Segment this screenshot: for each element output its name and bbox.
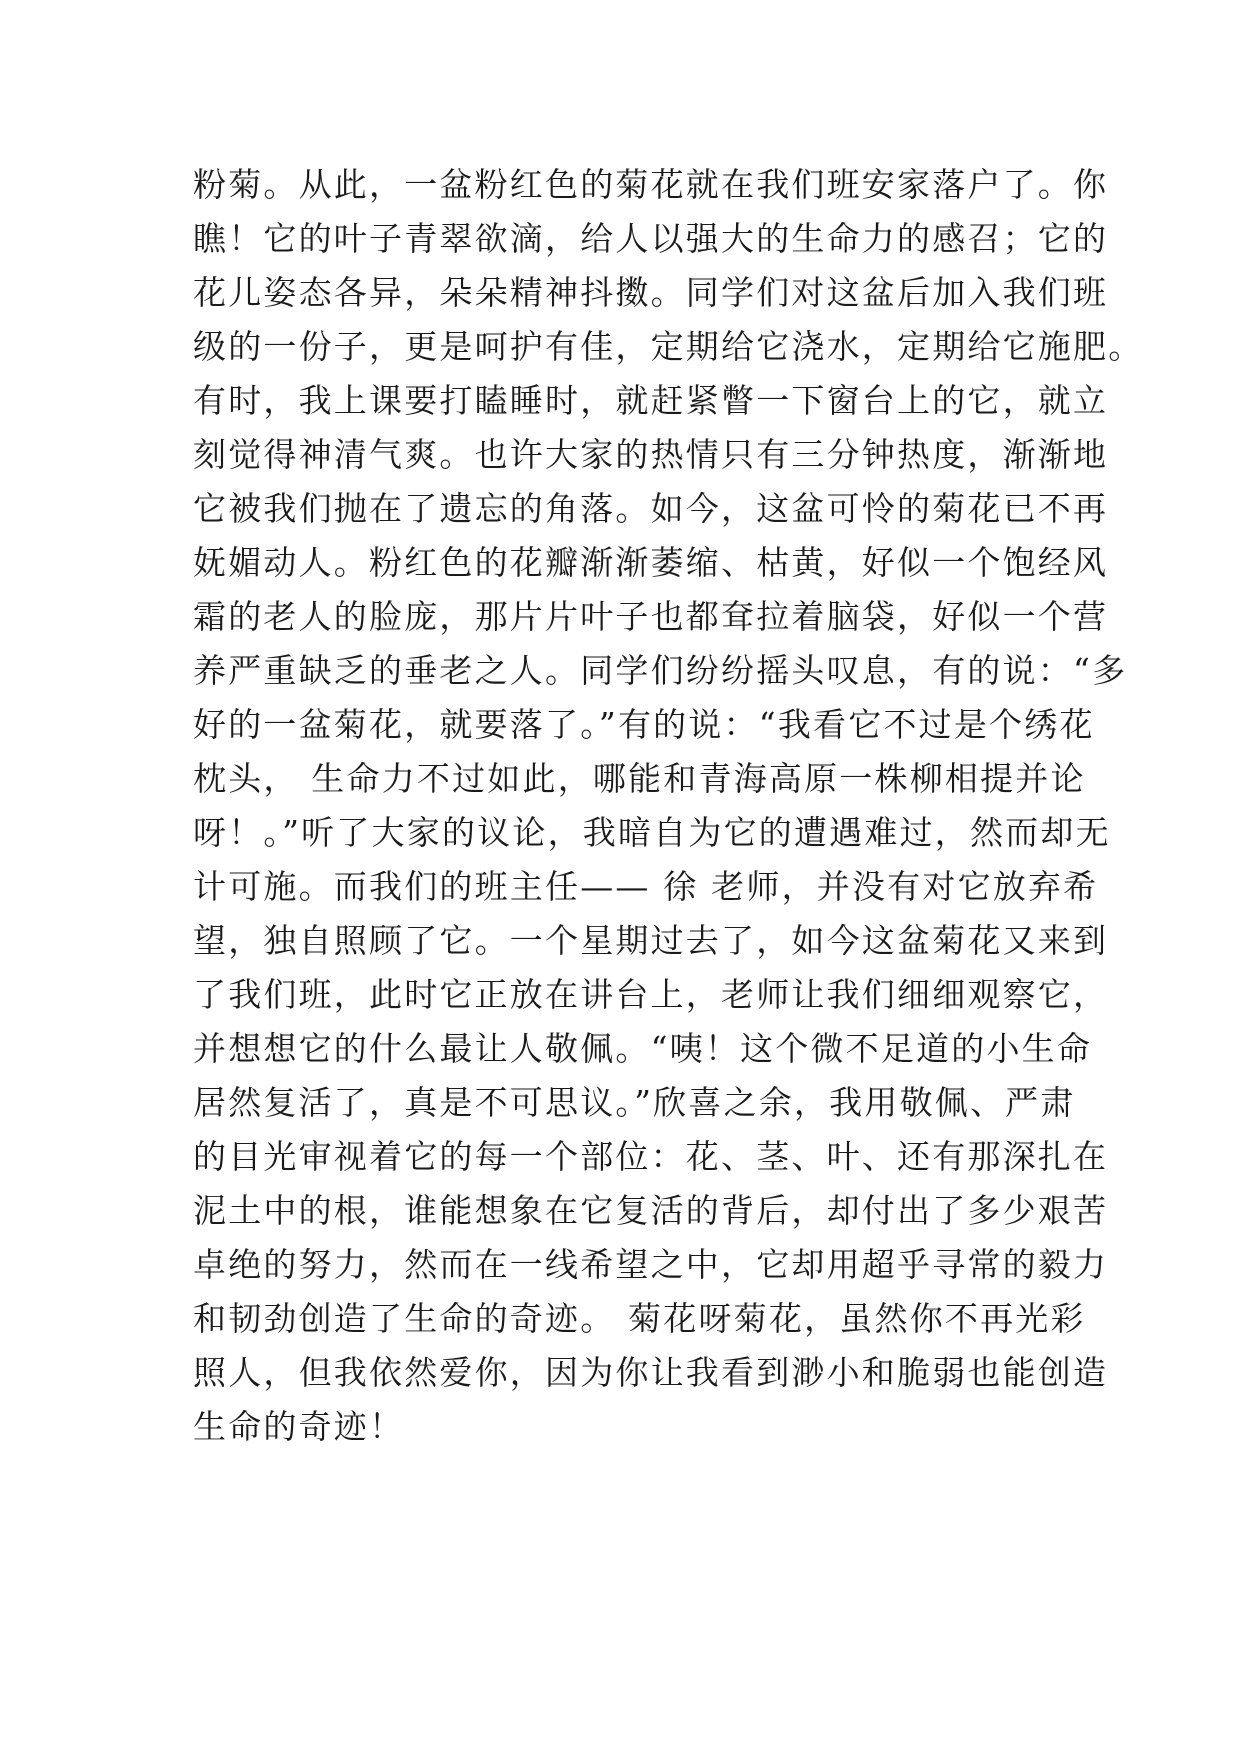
text-line: 和韧劲创造了生命的奇迹。 菊花呀菊花，虽然你不再光彩 <box>193 1299 1086 1338</box>
text-line: 枕头， 生命力不过如此，哪能和青海高原一株柳相提并论 <box>193 759 1086 798</box>
text-line: 它被我们抛在了遗忘的角落。如今，这盆可怜的菊花已不再 <box>193 489 1109 528</box>
text-line: 霜的老人的脸庞，那片片叶子也都耷拉着脑袋，好似一个营 <box>193 597 1109 636</box>
text-line: 花儿姿态各异，朵朵精神抖擞。同学们对这盆后加入我们班 <box>193 273 1109 312</box>
text-line: 卓绝的努力，然而在一线希望之中，它却用超乎寻常的毅力 <box>193 1245 1109 1284</box>
text-line: 照人，但我依然爱你，因为你让我看到渺小和脆弱也能创造 <box>193 1353 1109 1392</box>
text-line: 养严重缺乏的垂老之人。同学们纷纷摇头叹息，有的说：“多 <box>193 651 1128 690</box>
text-line: 级的一份子，更是呵护有佳，定期给它浇水，定期给它施肥。 <box>193 327 1144 366</box>
text-line: 粉菊。从此，一盆粉红色的菊花就在我们班安家落户了。你 <box>193 165 1109 204</box>
text-line: 呀！。”听了大家的议论，我暗自为它的遭遇难过，然而却无 <box>193 813 1111 852</box>
text-line: 泥土中的根，谁能想象在它复活的背后，却付出了多少艰苦 <box>193 1191 1109 1230</box>
text-line: 居然复活了，真是不可思议。”欣喜之余，我用敬佩、严肃 <box>193 1083 1076 1122</box>
text-line: 好的一盆菊花，就要落了。”有的说：“我看它不过是个绣花 <box>193 705 1095 744</box>
text-line: 生命的奇迹！ <box>193 1407 405 1446</box>
text-line: 的目光审视着它的每一个部位：花、茎、叶、还有那深扎在 <box>193 1137 1109 1176</box>
text-line: 了我们班，此时它正放在讲台上，老师让我们细细观察它， <box>193 975 1109 1014</box>
text-line: 计可施。而我们的班主任—— 徐 老师，并没有对它放弃希 <box>193 867 1099 906</box>
text-line: 有时，我上课要打瞌睡时，就赶紧瞥一下窗台上的它，就立 <box>193 381 1109 420</box>
text-line: 刻觉得神清气爽。也许大家的热情只有三分钟热度，渐渐地 <box>193 435 1109 474</box>
text-line: 妩媚动人。粉红色的花瓣渐渐萎缩、枯黄，好似一个饱经风 <box>193 543 1109 582</box>
text-line: 望，独自照顾了它。一个星期过去了，如今这盆菊花又来到 <box>193 921 1109 960</box>
text-line: 瞧！它的叶子青翠欲滴，给人以强大的生命力的感召；它的 <box>193 219 1109 258</box>
text-line: 并想想它的什么最让人敬佩。“咦！这个微不足道的小生命 <box>193 1029 1093 1068</box>
essay-body <box>193 158 1144 1454</box>
